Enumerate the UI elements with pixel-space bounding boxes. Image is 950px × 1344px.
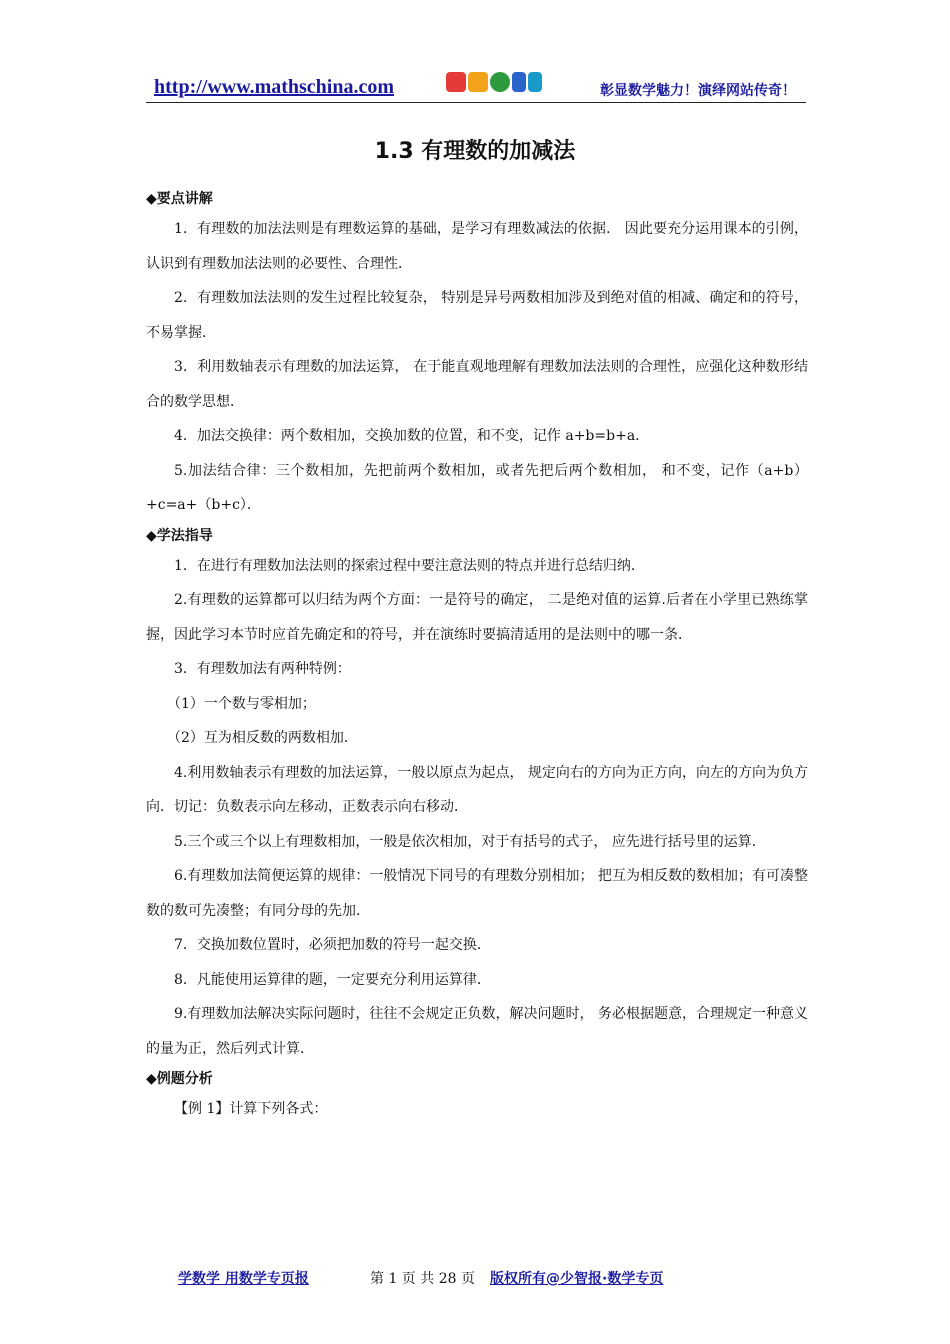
guide-item-5: 5.三个或三个以上有理数相加，一般是依次相加，对于有括号的式子， 应先进行括号里的运算．: [174, 833, 766, 850]
guide-item-3-sub-2: （2）互为相反数的两数相加．: [167, 730, 358, 746]
page-title: 1.3 有理数的加减法: [374, 139, 576, 164]
guide-item-6: 6.有理数加法简便运算的规律：一般情况下同号的有理数分别相加； 把互为相反数的数相加；有可凑整数的数可先凑整；有同分母的先加．: [146, 868, 808, 919]
guide-item-1: 1．在进行有理数加法法则的探索过程中要注意法则的特点并进行总结归纳．: [174, 557, 645, 574]
site-slogan: 彰显数学魅力！演绎网站传奇！: [600, 83, 796, 99]
guide-item-4: 4.利用数轴表示有理数的加法运算，一般以原点为起点， 规定向右的方向为正方向，向左的方向为负方向．切记：负数表示向左移动，正数表示向右移动．: [146, 764, 808, 815]
key-point-5: 5.加法结合律：三个数相加，先把前两个数相加，或者先把后两个数相加， 和不变，记作（a+b）+c=a+（b+c）．: [146, 462, 808, 513]
key-point-3: 3．利用数轴表示有理数的加法运算， 在于能直观地理解有理数加法法则的合理性，应强化这种数形结合的数学思想．: [146, 359, 808, 410]
section-heading-study-guide: ◆学法指导: [146, 527, 213, 544]
page-footer: [0, 1268, 950, 1288]
section-heading-key-points: ◆要点讲解: [146, 191, 213, 207]
footer-copyright-link[interactable]: 版权所有@少智报·数学专页: [490, 1271, 664, 1287]
guide-item-2: 2.有理数的运算都可以归结为两个方面：一是符号的确定， 二是绝对值的运算.后者在小学里已熟练掌握，因此学习本节时应首先确定和的符号，并在演练时要搞清适用的是法则中的哪一条．: [146, 592, 808, 643]
document-body: [146, 186, 808, 1127]
section-heading-examples: ◆例题分析: [146, 1071, 213, 1087]
example-1-prompt: 【例 1】计算下列各式：: [174, 1101, 328, 1117]
footer-page-info: 第 1 页 共 28 页: [370, 1271, 475, 1287]
footer-left-link[interactable]: 学数学 用数学专页报: [178, 1271, 309, 1287]
key-point-1: 1．有理数的加法法则是有理数运算的基础，是学习有理数减法的依据． 因此要充分运用课本的引例，认识到有理数加法法则的必要性、合理性．: [146, 221, 808, 272]
guide-item-7: 7．交换加数位置时，必须把加数的符号一起交换．: [174, 937, 491, 953]
site-logo: [446, 70, 542, 94]
key-point-2: 2．有理数加法法则的发生过程比较复杂， 特别是异号两数相加涉及到绝对值的相减、确定和的符号，不易掌握．: [146, 290, 808, 341]
key-point-4: 4．加法交换律：两个数相加，交换加数的位置，和不变，记作 a+b=b+a．: [174, 428, 650, 444]
guide-item-3-sub-1: （1）一个数与零相加；: [167, 695, 316, 712]
guide-item-9: 9.有理数加法解决实际问题时，往往不会规定正负数，解决问题时， 务必根据题意，合理规定一种意义的量为正，然后列式计算．: [146, 1006, 808, 1057]
guide-item-8: 8．凡能使用运算律的题，一定要充分利用运算律．: [174, 971, 491, 988]
page-header: [146, 70, 806, 103]
site-url-link[interactable]: http://www.mathschina.com: [154, 76, 395, 98]
guide-item-3: 3．有理数加法有两种特例：: [174, 661, 351, 677]
